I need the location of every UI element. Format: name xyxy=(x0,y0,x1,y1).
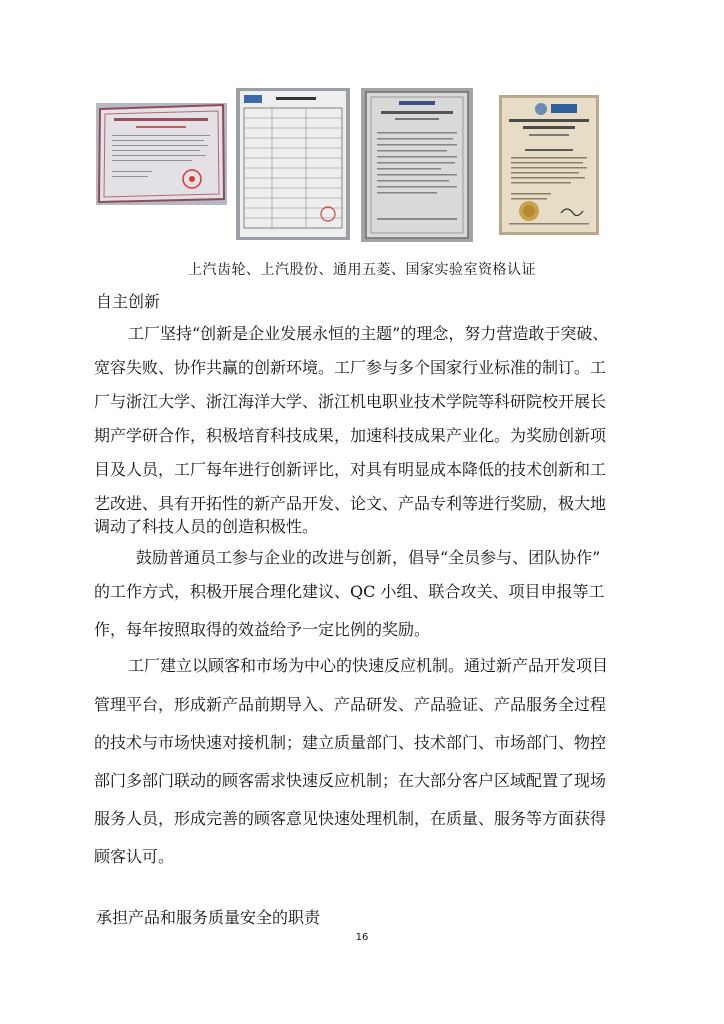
paragraph-line: 工厂坚持“创新是企业发展永恒的主题”的理念，努力营造敢于突破、 xyxy=(128,324,609,343)
paragraph-line: 调动了科技人员的创造积极性。 xyxy=(94,517,319,536)
paragraph-line: 管理平台，形成新产品前期导入、产品研发、产品验证、产品服务全过程 xyxy=(94,695,607,714)
paragraph-line: 艺改进、具有开拓性的新产品开发、论文、产品专利等进行奖励，极大地 xyxy=(94,494,607,513)
section-heading-innovation: 自主创新 xyxy=(96,292,161,311)
paragraph-line: 作，每年按照取得的效益给予一定比例的奖励。 xyxy=(94,620,431,639)
figure-caption: 上汽齿轮、上汽股份、通用五菱、国家实验室资格认证 xyxy=(188,262,536,278)
paragraph-line: 厂与浙江大学、浙江海洋大学、浙江机电职业技术学院等科研院校开展长 xyxy=(94,392,607,411)
certificate-image-shangqi-gear xyxy=(96,103,227,205)
paragraph-line: 服务人员，形成完善的顾客意见快速处理机制，在质量、服务等方面获得 xyxy=(94,809,607,828)
paragraph-line: 鼓励普通员工参与企业的改进与创新，倡导“全员参与、团队协作” xyxy=(136,548,601,567)
paragraph-line: 的工作方式，积极开展合理化建议、QC 小组、联合攻关、项目申报等工 xyxy=(94,582,605,601)
paragraph-line: 顾客认可。 xyxy=(94,847,175,866)
paragraph-line: 部门多部门联动的顾客需求快速反应机制；在大部分客户区域配置了现场 xyxy=(94,771,607,790)
certificate-image-wuling-lab xyxy=(361,88,473,242)
section-heading-quality-responsibility: 承担产品和服务质量安全的职责 xyxy=(96,908,321,927)
paragraph-line: 的技术与市场快速对接机制；建立质量部门、技术部门、市场部门、物控 xyxy=(94,733,607,752)
paragraph-line: 宽容失败、协作共赢的创新环境。工厂参与多个国家行业标准的制订。工 xyxy=(94,358,607,377)
paragraph-line: 目及人员，工厂每年进行创新评比，对具有明显成本降低的技术创新和工 xyxy=(94,460,607,479)
page-number: 16 xyxy=(355,932,369,943)
certificate-image-cnas xyxy=(499,95,599,235)
certificate-image-saic-lab xyxy=(236,88,350,240)
paragraph-line: 期产学研合作，积极培育科技成果，加速科技成果产业化。为奖励创新项 xyxy=(94,426,607,445)
paragraph-line: 工厂建立以顾客和市场为中心的快速反应机制。通过新产品开发项目 xyxy=(128,656,609,675)
